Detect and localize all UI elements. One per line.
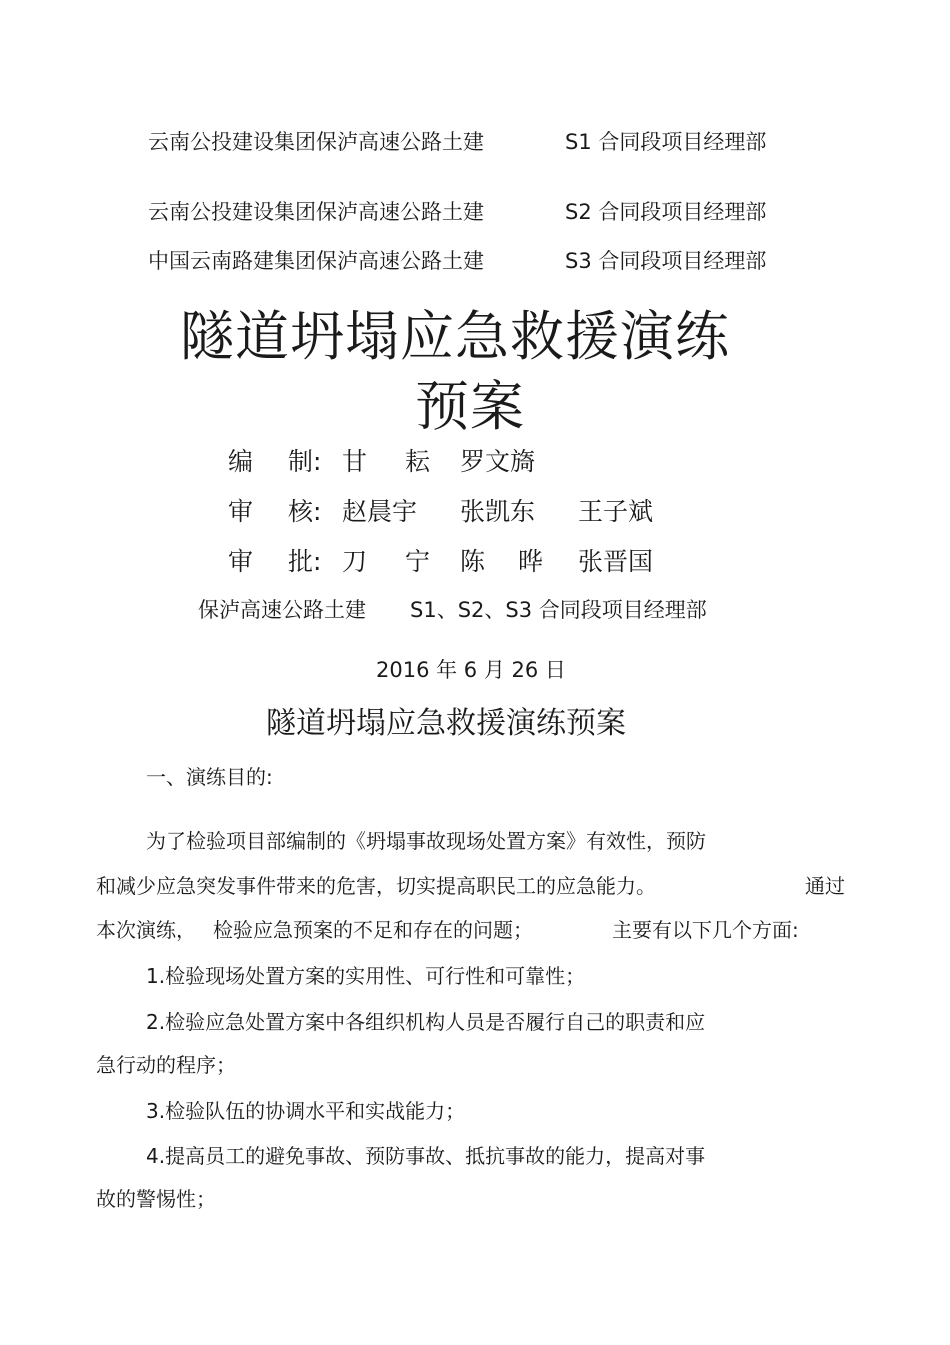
para1-line3c: 主要有以下几个方面: — [612, 918, 799, 942]
person-name: 晔 — [518, 547, 544, 576]
role-char-1: 审 — [228, 547, 254, 576]
header-org-1-name: 云南公投建设集团保泸高速公路土建 — [148, 130, 484, 154]
para1-line3b: 检验应急预案的不足和存在的问题； — [213, 918, 533, 942]
person-name: 王子斌 — [578, 497, 654, 526]
role-char-2: 核: — [288, 497, 322, 526]
cover-title-line1: 隧道坍塌应急救援演练 — [180, 305, 730, 368]
list-item-3: 3.检验队伍的协调水平和实战能力； — [146, 1099, 466, 1123]
header-org-3-section: S3 合同段项目经理部 — [565, 249, 767, 273]
para1-line2b: 通过 — [805, 874, 845, 898]
person-name: 张晋国 — [578, 547, 654, 576]
person-name: 赵晨宇 — [342, 497, 418, 526]
issuer-name: 保泸高速公路土建 — [198, 598, 366, 622]
person-name: 陈 — [460, 547, 486, 576]
list-item-4: 4.提高员工的避免事故、预防事故、抵抗事故的能力，提高对事 — [146, 1144, 706, 1168]
list-item-1: 1.检验现场处置方案的实用性、可行性和可靠性； — [146, 964, 586, 988]
header-org-3-name: 中国云南路建集团保泸高速公路土建 — [148, 249, 484, 273]
header-org-2-section: S2 合同段项目经理部 — [565, 200, 767, 224]
role-char-1: 编 — [228, 447, 254, 476]
signatory-row-approver — [0, 542, 950, 576]
para1-line1: 为了检验项目部编制的《坍塌事故现场处置方案》有效性，预防 — [146, 829, 706, 853]
list-item-2: 2.检验应急处置方案中各组织机构人员是否履行自己的职责和应 — [146, 1010, 706, 1034]
role-char-2: 批: — [288, 547, 322, 576]
header-org-1-section: S1 合同段项目经理部 — [565, 130, 767, 154]
section-heading: 一、演练目的: — [146, 765, 273, 789]
signatory-row-compiler — [0, 442, 950, 476]
issue-date: 2016 年 6 月 26 日 — [376, 658, 566, 682]
list-item-2-cont: 急行动的程序； — [96, 1053, 236, 1077]
para1-line2a: 和减少应急突发事件带来的危害，切实提高职民工的应急能力。 — [96, 874, 656, 898]
para1-line3a: 本次演练， — [96, 918, 196, 942]
list-item-4-cont: 故的警惕性； — [96, 1187, 216, 1211]
header-org-2-name: 云南公投建设集团保泸高速公路土建 — [148, 200, 484, 224]
person-name: 罗文旖 — [460, 447, 536, 476]
signatory-row-reviewer — [0, 492, 950, 526]
person-name: 宁 — [405, 547, 431, 576]
role-char-2: 制: — [288, 447, 322, 476]
doc-title: 隧道坍塌应急救援演练预案 — [266, 706, 626, 741]
person-name: 张凯东 — [460, 497, 536, 526]
issuer-sections: S1、S2、S3 合同段项目经理部 — [410, 598, 707, 622]
role-char-1: 审 — [228, 497, 254, 526]
person-name: 耘 — [405, 447, 431, 476]
person-name: 刀 — [342, 547, 368, 576]
cover-title-line2: 预案 — [415, 375, 525, 438]
person-name: 甘 — [342, 447, 368, 476]
